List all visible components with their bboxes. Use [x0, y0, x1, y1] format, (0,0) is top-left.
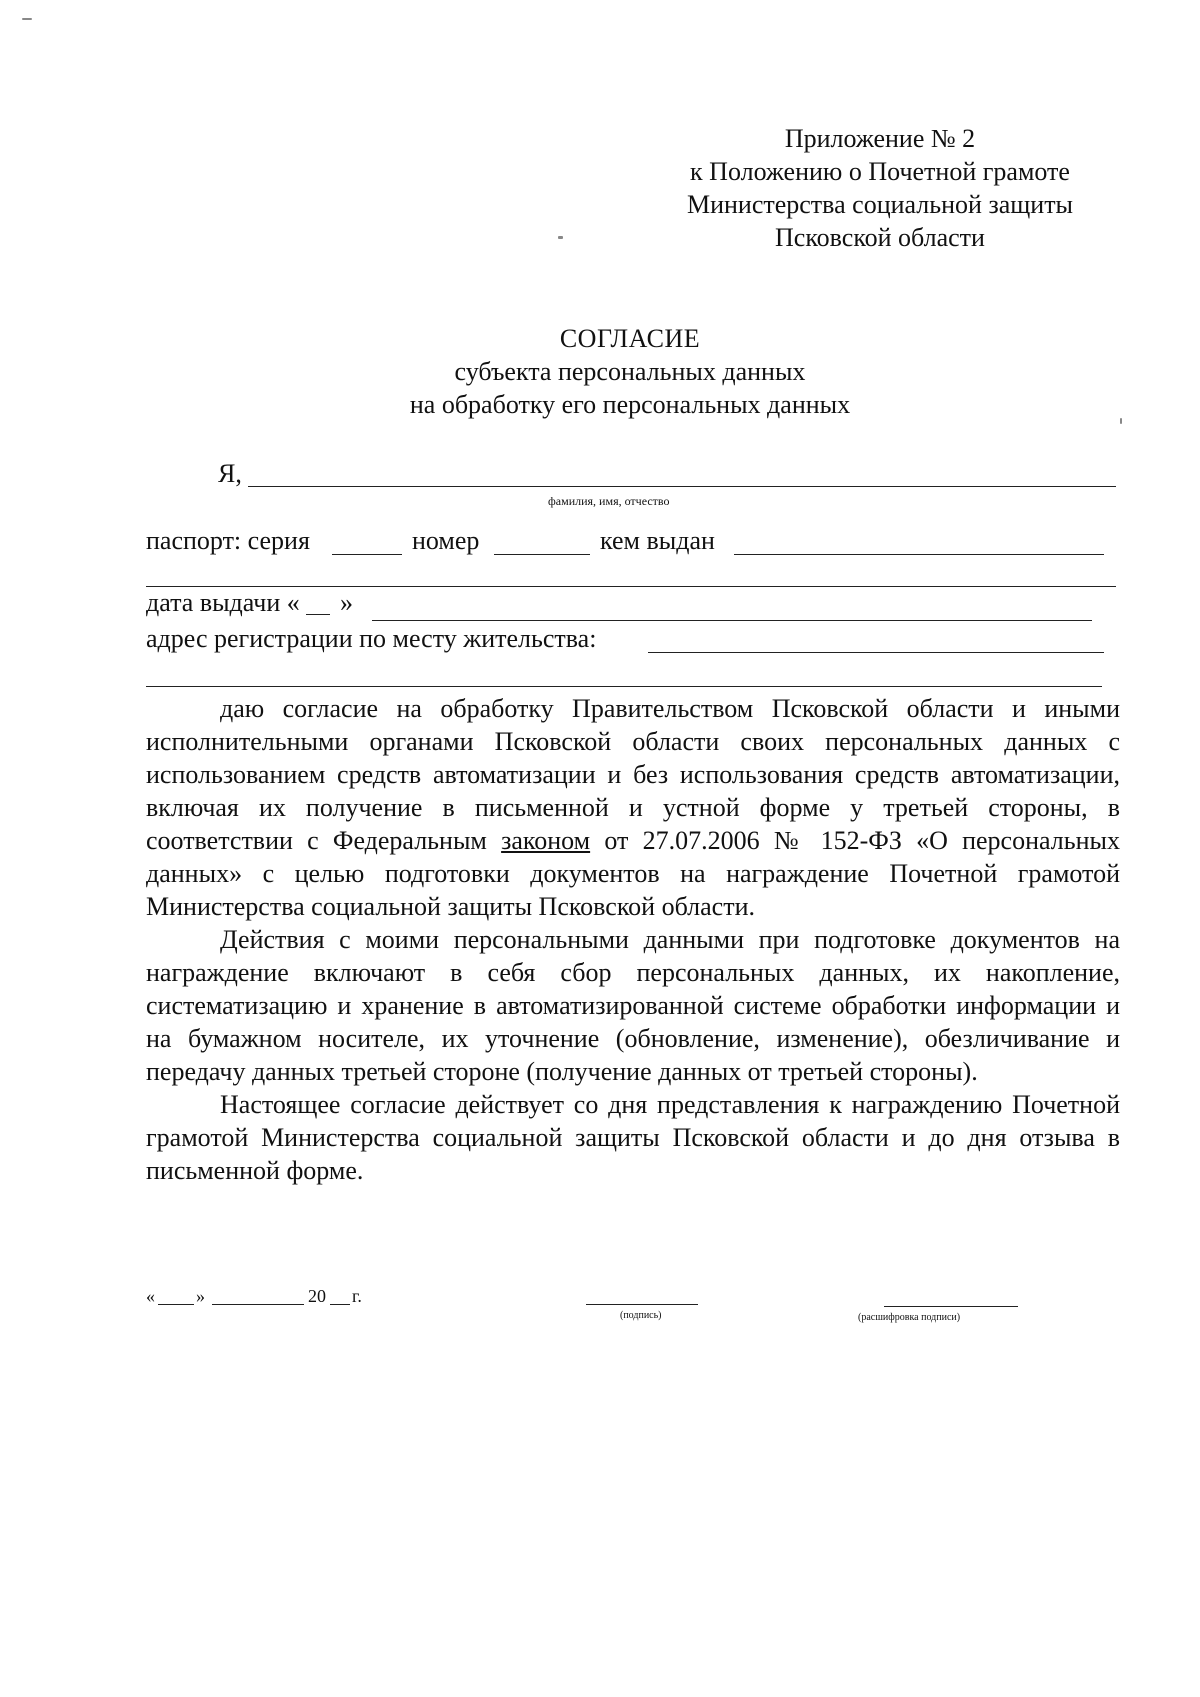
fio-field[interactable]: [248, 486, 1116, 487]
issue-date-day-field[interactable]: [306, 614, 330, 615]
federal-law-link[interactable]: законом: [501, 826, 591, 855]
year-prefix: 20: [308, 1286, 326, 1306]
scan-speck: [558, 236, 563, 239]
consent-paragraph-2: Действия с моими персональными данными при подготовке документов на награждение включают в себя сбор персональных данных, их накопление, систематизацию и хранение в автоматизированной системе обработки информации и на бумажном носителе, их уточнение (обновление, изменение), обезличивание и передачу данных третьей стороне (получение данных от третьей стороны).: [146, 925, 1120, 1086]
issued-by-label: кем выдан: [600, 526, 715, 555]
issue-date-label: дата выдачи «: [146, 588, 300, 617]
address-label: адрес регистрации по месту жительства:: [146, 624, 597, 653]
appendix-header: [640, 122, 1120, 254]
passport-series-label: паспорт: серия: [146, 526, 310, 555]
date-open-quote: «: [146, 1286, 155, 1306]
passport-series-field[interactable]: [332, 554, 402, 555]
decoding-caption: (расшифровка подписи): [858, 1312, 961, 1323]
signature-caption: (подпись): [620, 1310, 662, 1321]
fio-caption: фамилия, имя, отчество: [548, 494, 670, 508]
passport-number-label: номер: [412, 526, 480, 555]
appendix-line-4: Псковской области: [775, 223, 985, 252]
appendix-line-1: Приложение № 2: [784, 124, 976, 153]
issue-date-field[interactable]: [372, 620, 1092, 621]
paragraph-1-text-a: даю согласие на обработку Правительством Псковской области и иными исполнительными органами Псковской области своих персональных данных с использованием средств автоматизации и без использования средств автоматизации, включая их получение в письменной и устной форме у третьей стороны, в соответствии с Федеральным: [146, 694, 1120, 855]
address-field[interactable]: [648, 652, 1104, 653]
document-subtitle-1: субъекта персональных данных: [454, 357, 806, 386]
ya-label: Я,: [218, 459, 242, 488]
paragraph-1-text-b: от 27.07.2006 № 152-ФЗ «О персональных данных» с целью подготовки документов на награждение Почетной грамотой Министерства социальной защиты Псковской области.: [146, 826, 1120, 921]
sign-day-field[interactable]: [158, 1304, 194, 1305]
passport-number-field[interactable]: [494, 554, 590, 555]
consent-paragraph-1: [146, 692, 1120, 923]
sign-month-field[interactable]: [212, 1304, 304, 1305]
signature-field[interactable]: [586, 1304, 698, 1305]
sign-year-field[interactable]: [330, 1304, 350, 1305]
scan-speck: [22, 18, 32, 20]
consent-paragraph-3: Настоящее согласие действует со дня представления к награждению Почетной грамотой Министерства социальной защиты Псковской области и до дня отзыва в письменной форме.: [146, 1090, 1120, 1185]
consent-body: [146, 692, 1120, 1187]
appendix-line-3: Министерства социальной защиты: [686, 190, 1074, 219]
signature-decoding-field[interactable]: [884, 1306, 1018, 1307]
document-title-block: [300, 322, 960, 421]
document-title: СОГЛАСИЕ: [559, 324, 701, 353]
scan-speck: [1120, 418, 1122, 424]
date-close-quote: »: [196, 1286, 205, 1306]
issued-by-field[interactable]: [734, 554, 1104, 555]
address-continuation-field[interactable]: [146, 686, 1102, 687]
issued-by-continuation-field[interactable]: [146, 586, 1116, 587]
appendix-line-2: к Положению о Почетной грамоте: [690, 157, 1070, 186]
document-subtitle-2: на обработку его персональных данных: [409, 390, 851, 419]
issue-date-close-quote: »: [340, 588, 353, 617]
year-suffix: г.: [352, 1286, 362, 1306]
